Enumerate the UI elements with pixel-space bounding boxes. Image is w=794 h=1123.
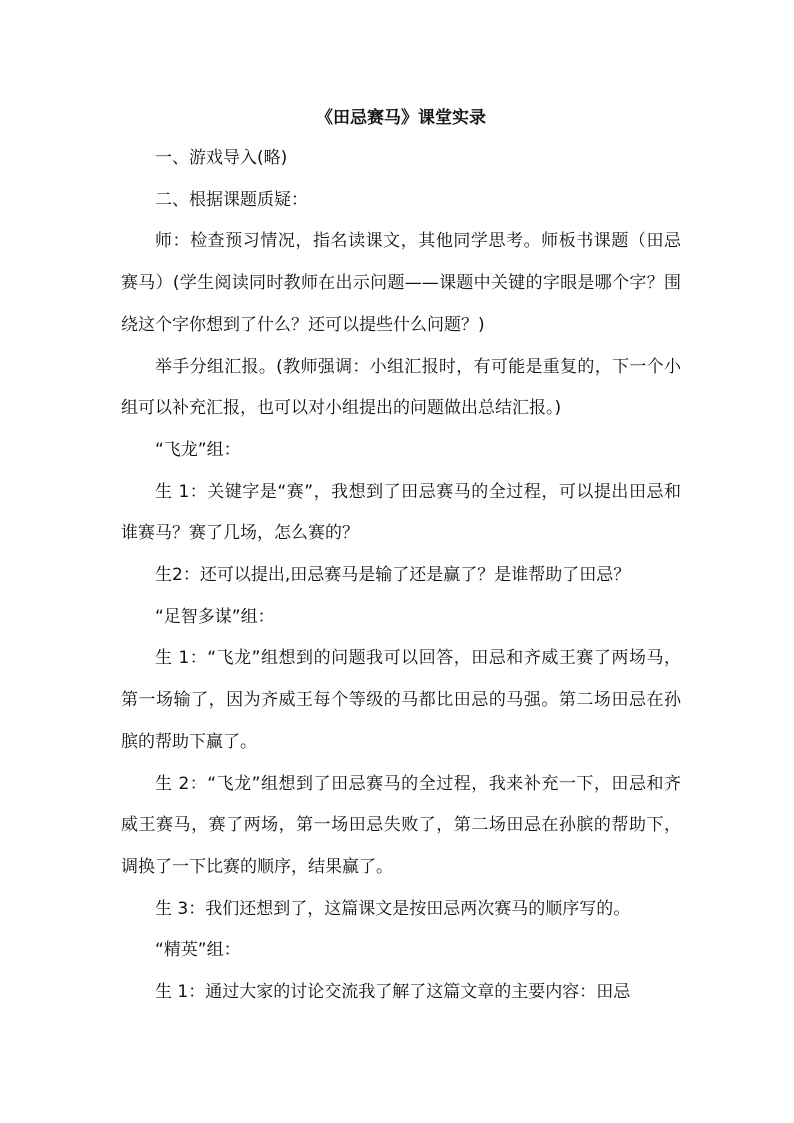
paragraph-group-feilong: “飞龙”组： [155,439,241,460]
document-body [121,98,681,1014]
paragraph-group-report: 举手分组汇报。(教师强调：小组汇报时，有可能是重复的，下一个小组可以补充汇报，也可以对小组提出的问题做出总结汇报。) [121,356,681,419]
paragraph-section-2: 二、根据课题质疑： [155,189,308,210]
paragraph-feilong-student-1: 生 1：关键字是“赛”，我想到了田忌赛马的全过程，可以提出田忌和谁赛马？赛了几场，怎么赛的？ [121,481,681,544]
document-title: 《田忌赛马》课堂实录 [316,108,486,128]
paragraph-zuzhiduomou-student-3: 生 3：我们还想到了，这篇课文是按田忌两次赛马的顺序写的。 [155,898,631,919]
paragraph-section-1: 一、游戏导入(略) [155,148,288,168]
paragraph-jingying-student-1: 生 1：通过大家的讨论交流我了解了这篇文章的主要内容：田忌 [155,982,631,1003]
paragraph-group-jingying: “精英”组： [155,940,241,961]
paragraph-group-zuzhiduomou: “足智多谋”组： [155,606,275,627]
paragraph-feilong-student-2: 生2：还可以提出,田忌赛马是输了还是赢了？是谁帮助了田忌？ [155,565,631,586]
paragraph-zuzhiduomou-student-1: 生 1：“飞龙”组想到的问题我可以回答，田忌和齐威王赛了两场马，第一场输了，因为齐威王每个等级的马都比田忌的马强。第二场田忌在孙膑的帮助下赢了。 [121,648,681,752]
paragraph-teacher-instruction: 师：检查预习情况，指名读课文，其他同学思考。师板书课题（田忌赛马）(学生阅读同时教师在出示问题——课题中关键的字眼是哪个字？围绕这个字你想到了什么？还可以提些什么问题？) [121,231,681,335]
paragraph-zuzhiduomou-student-2: 生 2：“飞龙”组想到了田忌赛马的全过程，我来补充一下，田忌和齐威王赛马，赛了两场，第一场田忌失败了，第二场田忌在孙膑的帮助下，调换了一下比赛的顺序，结果赢了。 [121,773,681,877]
